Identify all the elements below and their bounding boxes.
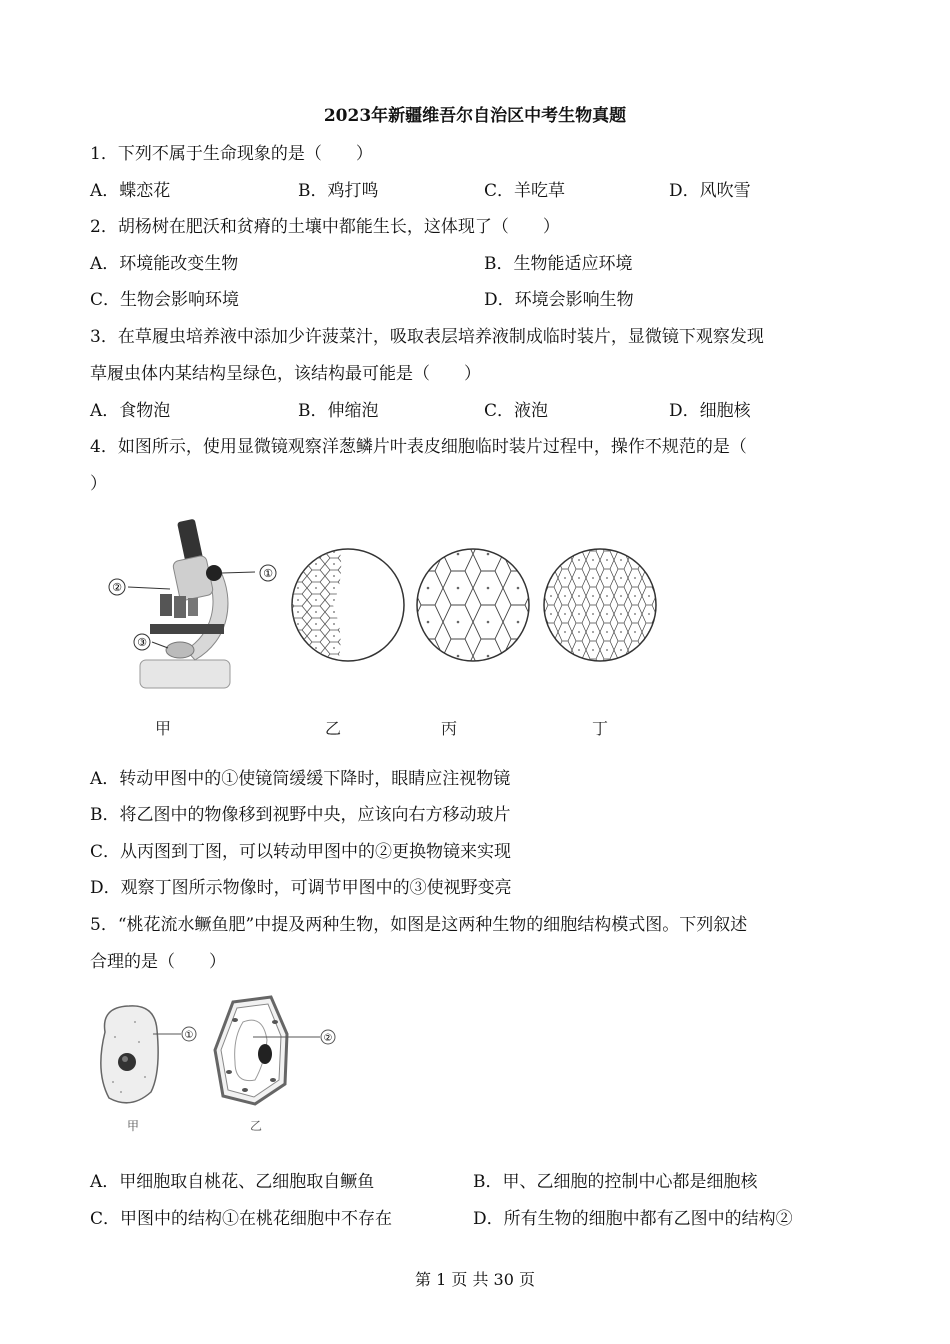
q1-option-d: D．风吹雪	[669, 181, 751, 201]
label-yi: 乙	[325, 719, 342, 738]
marker-1: ①	[263, 567, 273, 580]
question-5-stem-line2: 合理的是（ ）	[90, 952, 226, 972]
cell-marker-2: ②	[323, 1033, 333, 1044]
q1-option-c: C．羊吃草	[484, 181, 566, 201]
q3-option-a: A．食物泡	[90, 401, 171, 421]
cell-label-yi: 乙	[250, 1119, 263, 1133]
q2-option-a: A．环境能改变生物	[90, 254, 239, 274]
q4-option-a: A．转动甲图中的①使镜筒缓缓下降时，眼睛应注视物镜	[90, 769, 511, 789]
label-ding: 丁	[592, 719, 609, 738]
q2-option-d: D．环境会影响生物	[484, 290, 634, 310]
q4-option-c: C．从丙图到丁图，可以转动甲图中的②更换物镜来实现	[90, 842, 512, 862]
label-bing: 丙	[441, 719, 458, 738]
cell-label-jia: 甲	[127, 1119, 140, 1133]
cell-marker-1: ①	[184, 1030, 194, 1041]
question-4-stem-line2: ）	[90, 474, 107, 494]
q2-option-c: C．生物会影响环境	[90, 290, 240, 310]
question-2-stem: 2．胡杨树在肥沃和贫瘠的土壤中都能生长，这体现了（ ）	[90, 217, 560, 237]
marker-3: ③	[137, 636, 147, 649]
q3-option-d: D．细胞核	[669, 401, 751, 421]
q5-option-d: D．所有生物的细胞中都有乙图中的结构②	[473, 1209, 793, 1229]
question-3-stem-line2: 草履虫体内某结构呈绿色，该结构最可能是（ ）	[90, 364, 481, 384]
view-bing	[417, 549, 529, 661]
view-yi	[289, 540, 404, 670]
animal-cell	[101, 1006, 181, 1103]
question-4-stem-line1: 4．如图所示，使用显微镜观察洋葱鳞片叶表皮细胞临时装片过程中，操作不规范的是（	[90, 437, 747, 457]
q1-option-b: B．鸡打鸣	[298, 181, 379, 201]
q5-option-c: C．甲图中的结构①在桃花细胞中不存在	[90, 1209, 393, 1229]
question-1-stem: 1．下列不属于生命现象的是（ ）	[90, 144, 373, 164]
label-jia: 甲	[155, 719, 172, 738]
q4-option-b: B．将乙图中的物像移到视野中央，应该向右方移动玻片	[90, 805, 511, 825]
q5-option-b: B．甲、乙细胞的控制中心都是细胞核	[473, 1172, 758, 1192]
q1-option-a: A．蝶恋花	[90, 181, 171, 201]
q4-option-d: D．观察丁图所示物像时，可调节甲图中的③使视野变亮	[90, 878, 512, 898]
q3-option-c: C．液泡	[484, 401, 549, 421]
marker-2: ②	[112, 581, 122, 594]
q5-option-a: A．甲细胞取自桃花、乙细胞取自鳜鱼	[90, 1172, 375, 1192]
page-title: 2023年新疆维吾尔自治区中考生物真题	[323, 106, 627, 126]
microscope-illustration	[128, 519, 255, 688]
page-footer: 第 1 页 共 30 页	[415, 1270, 535, 1289]
q2-option-b: B．生物能适应环境	[484, 254, 633, 274]
cell-structure-figure	[95, 992, 345, 1117]
q3-option-b: B．伸缩泡	[298, 401, 379, 421]
question-3-stem-line1: 3．在草履虫培养液中添加少许菠菜汁，吸取表层培养液制成临时装片，显微镜下观察发现	[90, 327, 764, 347]
view-ding	[544, 549, 656, 661]
plant-cell	[215, 997, 320, 1104]
question-5-stem-line1: 5．“桃花流水鳜鱼肥”中提及两种生物，如图是这两种生物的细胞结构模式图。下列叙述	[90, 915, 748, 935]
microscope-figure	[100, 510, 670, 700]
